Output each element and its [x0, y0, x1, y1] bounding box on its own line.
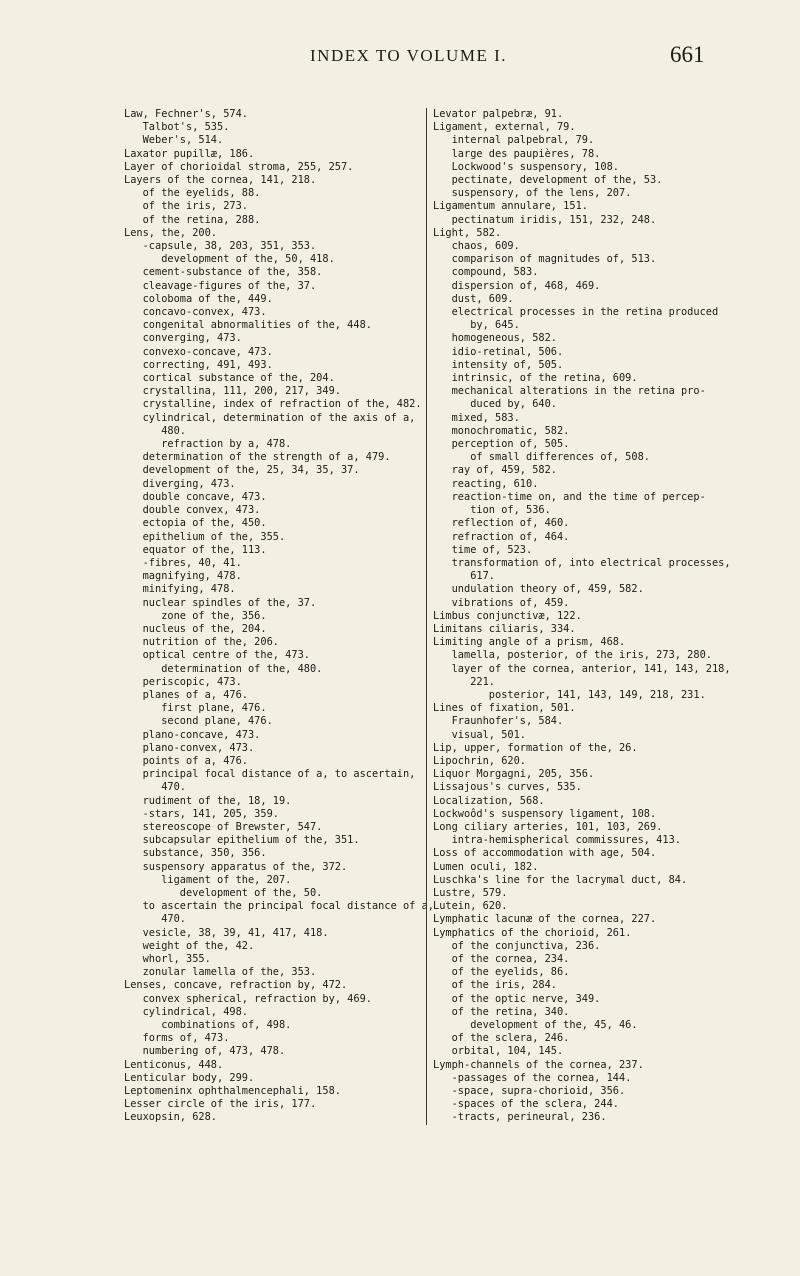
index-entry: optical centre of the, 473.	[124, 649, 310, 662]
index-entry: of small differences of, 508.	[433, 451, 650, 464]
index-entry: Law, Fechner's, 574.	[124, 108, 248, 120]
index-entry: to ascertain the principal focal distance of a,	[124, 900, 434, 913]
running-title: INDEX TO VOLUME I.	[310, 46, 507, 65]
index-entry: first plane, 476.	[124, 702, 267, 715]
index-entry: plano-concave, 473.	[124, 728, 261, 741]
index-entry: periscopic, 473.	[124, 675, 242, 688]
index-entry: Levator palpebræ, 91.	[433, 108, 564, 120]
index-entry: Localization, 568.	[433, 794, 545, 807]
index-entry: time of, 523.	[433, 543, 533, 556]
index-entry: suspensory apparatus of the, 372.	[124, 860, 348, 873]
index-entry: Fraunhofer's, 584.	[433, 715, 564, 728]
index-entry: Lenticonus, 448.	[124, 1058, 224, 1071]
index-entry: compound, 583.	[433, 266, 539, 279]
index-entry: 470.	[124, 781, 186, 794]
index-entry: Lip, upper, formation of the, 26.	[433, 741, 638, 754]
index-entry: Laxator pupillæ, 186.	[124, 147, 255, 160]
index-entry: zonular lamella of the, 353.	[124, 966, 317, 979]
index-entry: principal focal distance of a, to ascertain,	[124, 768, 416, 781]
index-entry: Luschka's line for the lacrymal duct, 84.	[433, 873, 688, 886]
index-entry: magnifying, 478.	[124, 570, 242, 583]
index-entry: subcapsular epithelium of the, 351.	[124, 834, 360, 847]
index-entry: Loss of accommodation with age, 504.	[433, 847, 657, 860]
index-entry: Light, 582.	[433, 226, 502, 239]
index-entry: Leptomeninx ophthalmencephali, 158.	[124, 1085, 341, 1098]
index-entry: -space, supra-chorioid, 356.	[433, 1085, 626, 1098]
index-entry: Limiting angle of a prism, 468.	[433, 636, 626, 649]
index-entry: of the iris, 273.	[124, 200, 248, 213]
index-entry: Lissajous's curves, 535.	[433, 781, 582, 794]
index-entry: development of the, 50.	[124, 886, 323, 899]
index-entry: correcting, 491, 493.	[124, 358, 273, 371]
index-entry: points of a, 476.	[124, 754, 248, 767]
index-entry: suspensory, of the lens, 207.	[433, 187, 632, 200]
index-entry: nucleus of the, 204.	[124, 622, 267, 635]
index-entry: converging, 473.	[124, 332, 242, 345]
index-entry: 221.	[433, 675, 495, 688]
index-entry: pectinatum iridis, 151, 232, 248.	[433, 213, 657, 226]
index-entry: Lenticular body, 299.	[124, 1071, 255, 1084]
index-entry: pectinate, development of the, 53.	[433, 174, 663, 187]
index-entry: dispersion of, 468, 469.	[433, 279, 601, 292]
index-entry: convexo-concave, 473.	[124, 345, 273, 358]
index-entry: rudiment of the, 18, 19.	[124, 794, 292, 807]
index-entry: reacting, 610.	[433, 477, 539, 490]
index-entry: mechanical alterations in the retina pro-	[433, 385, 706, 398]
index-entry: Layers of the cornea, 141, 218.	[124, 174, 317, 187]
index-entry: numbering of, 473, 478.	[124, 1045, 286, 1058]
index-entry: crystalline, index of refraction of the, 482.	[124, 398, 422, 411]
index-entry: 470.	[124, 913, 186, 926]
index-entry: diverging, 473.	[124, 477, 236, 490]
index-entry: chaos, 609.	[433, 240, 520, 253]
index-entry: Lines of fixation, 501.	[433, 702, 576, 715]
index-entry: lamella, posterior, of the iris, 273, 280.	[433, 649, 712, 662]
index-entry: Lymphatic lacunæ of the cornea, 227.	[433, 913, 657, 926]
index-entry: vibrations of, 459.	[433, 596, 570, 609]
index-entry: Lustre, 579.	[433, 886, 508, 899]
index-entry: cylindrical, determination of the axis of a,	[124, 411, 416, 424]
index-entry: Lymph-channels of the cornea, 237.	[433, 1058, 644, 1071]
index-entry: ectopia of the, 450.	[124, 517, 267, 530]
index-entry: by, 645.	[433, 319, 520, 332]
index-entry: Ligament, external, 79.	[433, 121, 576, 134]
index-entry: -fibres, 40, 41.	[124, 556, 242, 569]
index-entry: transformation of, into electrical processes,	[433, 556, 731, 569]
index-entry: Leuxopsin, 628.	[124, 1111, 217, 1124]
index-entry: Liquor Morgagni, 205, 356.	[433, 768, 595, 781]
index-entry: equator of the, 113.	[124, 543, 267, 556]
page-header	[0, 44, 800, 74]
index-entry: stereoscope of Brewster, 547.	[124, 820, 323, 833]
index-entry: Lutein, 620.	[433, 900, 508, 913]
index-entry: mixed, 583.	[433, 411, 520, 424]
index-entry: intensity of, 505.	[433, 358, 564, 371]
index-entry: double concave, 473.	[124, 490, 267, 503]
index-entry: nutrition of the, 206.	[124, 636, 279, 649]
index-entry: crystallina, 111, 200, 217, 349.	[124, 385, 341, 398]
index-entry: of the sclera, 246.	[433, 1032, 570, 1045]
index-entry: development of the, 25, 34, 35, 37.	[124, 464, 360, 477]
index-entry: of the iris, 284.	[433, 979, 557, 992]
index-entry: refraction by a, 478.	[124, 438, 292, 451]
index-entry: Lockwood's suspensory, 108.	[433, 160, 619, 173]
index-entry: Lymphatics of the chorioid, 261.	[433, 926, 632, 939]
index-entry: cleavage-figures of the, 37.	[124, 279, 317, 292]
index-entry: idio-retinal, 506.	[433, 345, 564, 358]
index-entry: orbital, 104, 145.	[433, 1045, 564, 1058]
index-entry: dust, 609.	[433, 292, 514, 305]
index-entry: electrical processes in the retina produced	[433, 306, 719, 319]
index-entry: 480.	[124, 424, 186, 437]
index-entry: Limitans ciliaris, 334.	[433, 622, 576, 635]
index-entry: convex spherical, refraction by, 469.	[124, 992, 372, 1005]
index-entry: -stars, 141, 205, 359.	[124, 807, 279, 820]
index-entry: monochromatic, 582.	[433, 424, 570, 437]
index-entry: Limbus conjunctivæ, 122.	[433, 609, 582, 622]
index-entry: Long ciliary arteries, 101, 103, 269.	[433, 820, 663, 833]
index-entry: of the optic nerve, 349.	[433, 992, 601, 1005]
index-entry: development of the, 50, 418.	[124, 253, 335, 266]
index-entry: development of the, 45, 46.	[433, 1019, 638, 1032]
index-entry: forms of, 473.	[124, 1032, 230, 1045]
index-entry: ray of, 459, 582.	[433, 464, 557, 477]
index-entry: -passages of the cornea, 144.	[433, 1071, 632, 1084]
index-entry: of the retina, 340.	[433, 1005, 570, 1018]
index-entry: perception of, 505.	[433, 438, 570, 451]
index-entry: minifying, 478.	[124, 583, 236, 596]
index-entry: Lumen oculi, 182.	[433, 860, 539, 873]
index-entry: Lesser circle of the iris, 177.	[124, 1098, 317, 1111]
index-entry: comparison of magnitudes of, 513.	[433, 253, 657, 266]
index-entry: epithelium of the, 355.	[124, 530, 286, 543]
index-entry: plano-convex, 473.	[124, 741, 255, 754]
index-entry: Ligamentum annulare, 151.	[433, 200, 588, 213]
index-entry: Lens, the, 200.	[124, 226, 217, 239]
index-entry: Lockwoôd's suspensory ligament, 108.	[433, 807, 657, 820]
index-entry: planes of a, 476.	[124, 688, 248, 701]
index-entry: congenital abnormalities of the, 448.	[124, 319, 372, 332]
index-entry: -tracts, perineural, 236.	[433, 1111, 607, 1124]
index-entry: determination of the strength of a, 479.	[124, 451, 391, 464]
index-entry: undulation theory of, 459, 582.	[433, 583, 644, 596]
index-entry: double convex, 473.	[124, 504, 261, 517]
index-entry: cement-substance of the, 358.	[124, 266, 323, 279]
index-entry: visual, 501.	[433, 728, 526, 741]
index-entry: cortical substance of the, 204.	[124, 372, 335, 385]
index-entry: whorl, 355.	[124, 953, 211, 965]
index-entry: intrinsic, of the retina, 609.	[433, 372, 638, 385]
index-entry: cylindrical, 498.	[124, 1005, 248, 1018]
index-entry: Lipochrin, 620.	[433, 754, 526, 767]
index-entry: posterior, 141, 143, 149, 218, 231.	[433, 688, 706, 701]
index-entry: nuclear spindles of the, 37.	[124, 596, 317, 609]
index-entry: Layer of chorioidal stroma, 255, 257.	[124, 160, 354, 173]
index-entry: concavo-convex, 473.	[124, 306, 267, 319]
index-entry: reaction-time on, and the time of percep-	[433, 490, 706, 503]
index-entry: -capsule, 38, 203, 351, 353.	[124, 240, 317, 253]
index-column-left	[124, 108, 434, 1125]
index-entry: intra-hemispherical commissures, 413.	[433, 834, 681, 847]
index-entry: coloboma of the, 449.	[124, 292, 273, 305]
index-entry: tion of, 536.	[433, 504, 551, 517]
index-entry: vesicle, 38, 39, 41, 417, 418.	[124, 926, 329, 939]
index-entry: homogeneous, 582.	[433, 332, 557, 345]
index-entry: of the eyelids, 88.	[124, 187, 261, 200]
index-column-right	[426, 108, 731, 1125]
index-entry: weight of the, 42.	[124, 939, 255, 952]
index-entry: of the retina, 288.	[124, 213, 261, 226]
index-entry: substance, 350, 356.	[124, 847, 267, 860]
index-entry: Talbot's, 535.	[124, 121, 230, 134]
index-entry: of the conjunctiva, 236.	[433, 939, 601, 952]
index-entry: of the eyelids, 86.	[433, 966, 570, 979]
index-entry: refraction of, 464.	[433, 530, 570, 543]
index-entry: Lenses, concave, refraction by, 472.	[124, 979, 348, 992]
index-entry: layer of the cornea, anterior, 141, 143, 218,	[433, 662, 731, 675]
index-entry: duced by, 640.	[433, 398, 557, 411]
index-entry: combinations of, 498.	[124, 1019, 292, 1032]
index-entry: internal palpebral, 79.	[433, 134, 595, 147]
index-entry: second plane, 476.	[124, 715, 273, 728]
index-entry: reflection of, 460.	[433, 517, 570, 530]
index-entry: Weber's, 514.	[124, 134, 224, 147]
index-entry: 617.	[433, 570, 495, 583]
page-number: 661	[670, 42, 705, 67]
index-entry: -spaces of the sclera, 244.	[433, 1098, 619, 1111]
index-entry: determination of the, 480.	[124, 662, 323, 675]
index-entry: zone of the, 356.	[124, 609, 267, 622]
index-entry: ligament of the, 207.	[124, 873, 292, 886]
index-entry: of the cornea, 234.	[433, 953, 570, 965]
index-entry: large des paupières, 78.	[433, 147, 601, 160]
